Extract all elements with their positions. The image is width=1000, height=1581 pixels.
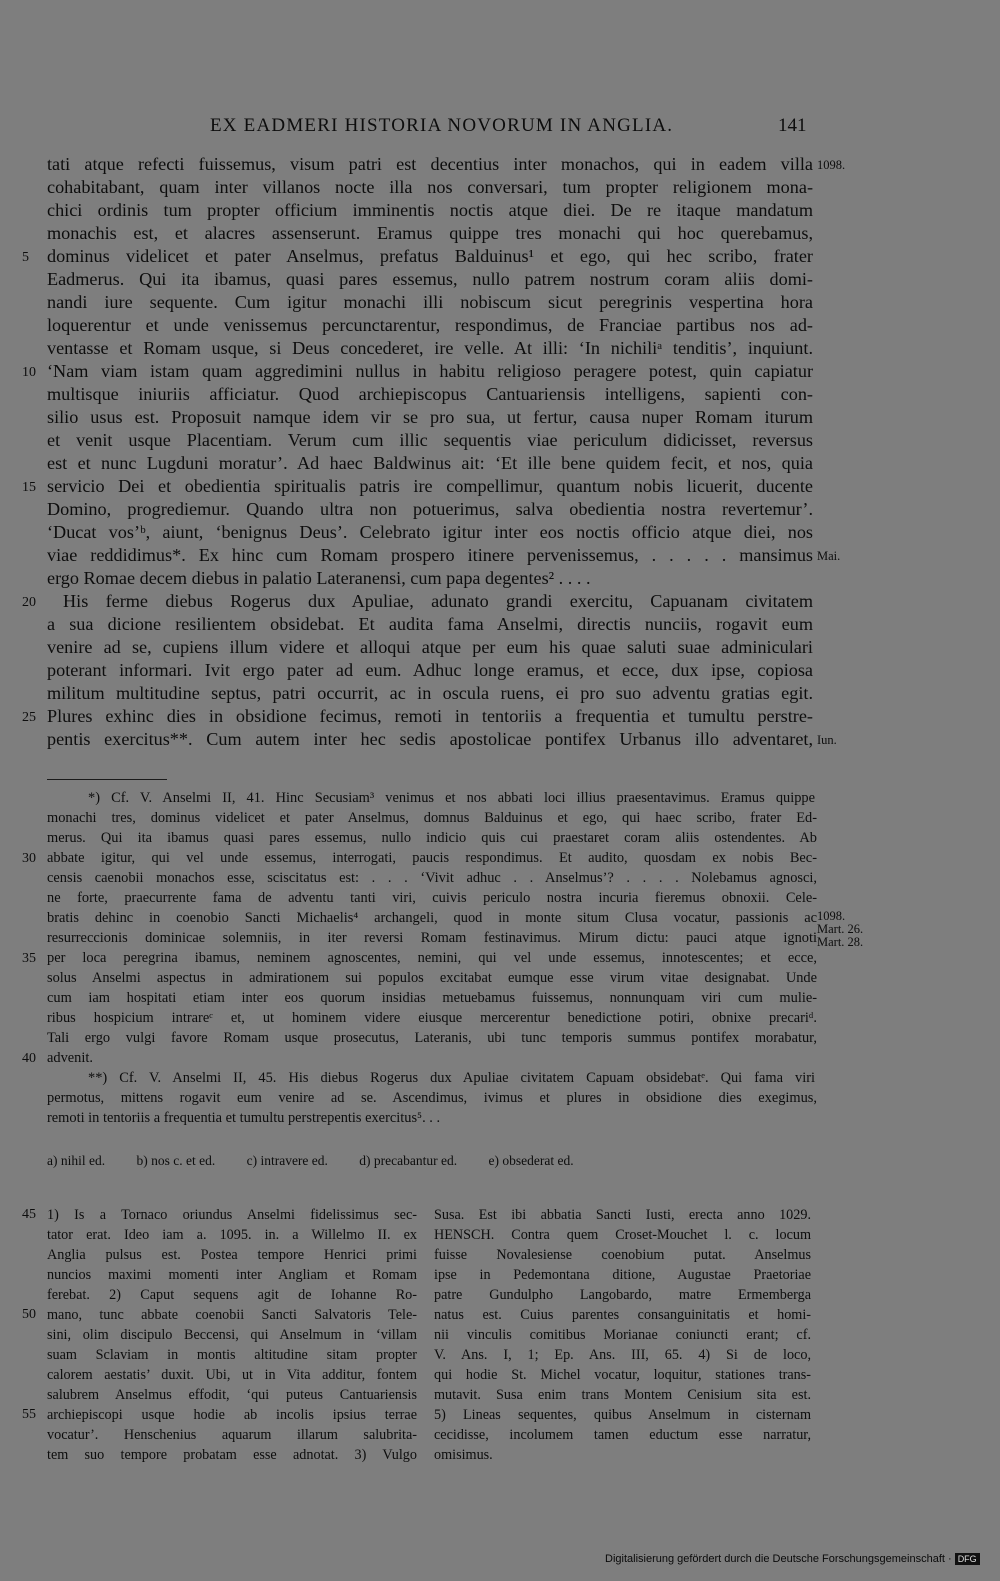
variant-reading: a) nihil ed. xyxy=(47,1153,106,1168)
footnote-line: *) Cf. V. Anselmi II, 41. Hinc Secusiam³ venimus et nos abbati loci illius praesentavimus. Eramus quippe xyxy=(88,790,815,806)
main-line: silio usus est. Proposuit namque idem vir se pro sua, ut fertur, causa nuper Romam iturum xyxy=(47,407,813,427)
line-number: 25 xyxy=(22,710,36,725)
note-line: nuncios maximi momenti inter Angliam et Romam xyxy=(47,1267,417,1283)
line-number: 40 xyxy=(22,1051,36,1066)
main-line: ergo Romae decem diebus in palatio Lateranensi, cum papa degentes² . . . . xyxy=(47,568,591,588)
footnote-line: censis caenobii monachos esse, sciscitatus est: . . . ‘Vivit adhuc . . Anselmus’? . . . . Nolebamus agnosci, xyxy=(47,870,817,886)
main-line: viae reddidimus*. Ex hinc cum Romam prospero itinere pervenissemus, . . . . . mansimus xyxy=(47,545,813,565)
line-number: 30 xyxy=(22,851,36,866)
note-line: mano, tunc abbate coenobii Sancti Salvatoris Tele- xyxy=(47,1307,417,1323)
running-title: EX EADMERI HISTORIA NOVORUM IN ANGLIA. xyxy=(210,115,674,136)
footnote-line: ribus hospicium intrareᶜ et, ut hominem videre eiusque mercerentur benedictione potiri, obnixe precariᵈ. xyxy=(47,1010,817,1026)
variant-reading: e) obsederat ed. xyxy=(488,1153,574,1168)
main-line: nandi iure sequente. Cum igitur monachi illi nobiscum sicut peregrinis vespertina hora xyxy=(47,292,813,312)
variant-readings xyxy=(47,1153,602,1169)
main-line: chici ordinis tum propter officium imminentis noctis atque diei. De re itaque mandatum xyxy=(47,200,813,220)
main-line: His ferme diebus Rogerus dux Apuliae, adunato grandi exercitu, Capuanam civitatem xyxy=(63,591,813,611)
main-line: Plures exhinc dies in obsidione fecimus, remoti in tentoriis a frequentia et tumultu perstre- xyxy=(47,706,813,726)
variant-reading: d) precabantur ed. xyxy=(359,1153,458,1168)
line-number: 5 xyxy=(22,250,29,265)
margin-note: 1098. xyxy=(817,158,846,172)
line-number: 55 xyxy=(22,1407,36,1422)
note-line: nii vinculis comitibus Morianae coniuncti erant; cf. xyxy=(434,1327,811,1343)
variant-reading: b) nos c. et ed. xyxy=(136,1153,216,1168)
main-line: ventasse et Romam usque, si Deus concederet, ire velle. At illi: ‘In nichiliᵃ tenditis’, inquiunt. xyxy=(47,338,813,358)
page-header xyxy=(0,115,1000,141)
footnote-line: bratis dehinc in coenobio Sancti Michaelis⁴ archangeli, quod in monte situm Clusa vocatur, passionis ac xyxy=(47,910,817,926)
footnote-line: resurreccionis dominicae solemniis, in iter reversi Romam festinavimus. Mirum dictu: pauci atque ignoti xyxy=(47,930,817,946)
note-line: patre Gundulpho Langobardo, matre Ermemberga xyxy=(434,1287,811,1303)
margin-note: Mai. xyxy=(817,549,841,563)
note-line: HENSCH. Contra quem Croset-Mouchet l. c. locum xyxy=(434,1227,811,1243)
line-number: 35 xyxy=(22,951,36,966)
line-number: 20 xyxy=(22,595,36,610)
main-line: militum multitudine septus, patri occurrit, ac in oscula ruens, ei pro suo adventu gratias egit. xyxy=(47,683,813,703)
main-line: pentis exercitus**. Cum autem inter hec sedis apostolicae pontifex Urbanus illo adventaret, xyxy=(47,729,813,749)
note-line: salubrem Anselmus effodit, ‘qui puteus Cantuariensis xyxy=(47,1387,417,1403)
note-line: Susa. Est ibi abbatia Sancti Iusti, erecta anno 1029. xyxy=(434,1207,811,1223)
note-line: 5) Lineas sequentes, quibus Anselmum in cisternam xyxy=(434,1407,811,1423)
margin-note: Mart. 28. xyxy=(817,935,864,949)
note-line: qui hodie St. Michel vocatur, loquitur, stationes trans- xyxy=(434,1367,811,1383)
note-line: 1) Is a Tornaco oriundus Anselmi fidelissimus sec- xyxy=(47,1207,417,1223)
note-line: ferebat. 2) Caput sequens agit de Iohanne Ro- xyxy=(47,1287,417,1303)
note-line: suam Sclaviam in montis altitudine sitam propter xyxy=(47,1347,417,1363)
note-line: natus est. Cuius parentes consanguinitatis et homi- xyxy=(434,1307,811,1323)
main-line: ‘Nam viam istam quam aggredimini nullus in habitu religioso peragere potest, quin capiatur xyxy=(47,361,813,381)
note-line: tem suo tempore probatam esse adnotat. 3) Vulgo xyxy=(47,1447,417,1463)
note-line: vocatur’. Henschenius aquarum illarum salubrita- xyxy=(47,1427,417,1443)
line-number: 10 xyxy=(22,365,36,380)
footnote-line: ne forte, praecurrente fama de adventu tanti viri, cuivis periculo nostra incuria fieremus obnoxii. Cele- xyxy=(47,890,817,906)
note-line: sini, olim discipulo Beccensi, qui Anselmum in ‘villam xyxy=(47,1327,417,1343)
variant-reading: c) intravere ed. xyxy=(246,1153,328,1168)
footnote-line: merus. Qui ita ibamus quasi pares essemus, nullo indicio quis cui praestaret coram aliis ostendentes. Ab xyxy=(47,830,817,846)
digitization-credit xyxy=(605,1553,980,1565)
note-line: tator erat. Ideo iam a. 1095. in. a Willelmo II. ex xyxy=(47,1227,417,1243)
footnote-line: per loca peregrina ibamus, neminem agnoscentes, nemini, qui vel unde essemus, innotescentes; et ecce, xyxy=(47,950,817,966)
note-line: V. Ans. I, 1; Ep. Ans. III, 65. 4) Si de loco, xyxy=(434,1347,811,1363)
page-number: 141 xyxy=(778,115,807,136)
main-line: venire ad se, cupiens illum videre et alloqui atque per eum his quae saluti suae adminiculari xyxy=(47,637,813,657)
line-number: 50 xyxy=(22,1307,36,1322)
note-line: omisimus. xyxy=(434,1447,493,1463)
note-line: ipse in Pedemontana ditione, Augustae Praetoriae xyxy=(434,1267,811,1283)
main-line: est et nunc Lugduni moratur’. Ad haec Baldwinus ait: ‘Et ille bene quidem fecit, et nos, quia xyxy=(47,453,813,473)
main-line: et venit usque Placentiam. Verum cum illic sequentis viae periculum didicisset, reversus xyxy=(47,430,813,450)
note-line: fuisse Novalesiense coenobium putat. Anselmus xyxy=(434,1247,811,1263)
main-line: loquerentur et unde venissemus percunctarentur, respondimus, de Franciae partibus nos ad- xyxy=(47,315,813,335)
margin-note: Mart. 26. xyxy=(817,922,864,936)
note-line: cecidisse, incolumem tamen eductum esse narratur, xyxy=(434,1427,811,1443)
main-line: dominus videlicet et pater Anselmus, prefatus Balduinus¹ et ego, qui hec scribo, frater xyxy=(47,246,813,266)
main-line: servicio Dei et obedientia spiritualis patris ire compellimur, quantum nobis licuerit, ducente xyxy=(47,476,813,496)
footnote-line: **) Cf. V. Anselmi II, 45. His diebus Rogerus dux Apuliae civitatem Capuam obsidebatᵉ. Qui fama viri xyxy=(88,1070,815,1086)
footnote-line: solus Anselmi aspectus in admirationem sui populos excitabat eumque esse virum vitae designabat. Unde xyxy=(47,970,817,986)
main-line: poterant informari. Ivit ergo pater ad eum. Adhuc longe eramus, et ecce, dux ipse, copiosa xyxy=(47,660,813,680)
margin-note: Iun. xyxy=(817,733,837,747)
main-line: ‘Ducat vos’ᵇ, aiunt, ‘benignus Deus’. Celebrato igitur inter eos noctis officio atque diei, nos xyxy=(47,522,813,542)
footnote-line: remoti in tentoriis a frequentia et tumultu perstrepentis exercitus⁵. . . xyxy=(47,1110,441,1126)
main-line: monachis est, et alacres assenserunt. Eramus quippe tres monachi qui hoc querebamus, xyxy=(47,223,813,243)
note-line: Anglia pulsus est. Postea tempore Henrici primi xyxy=(47,1247,417,1263)
main-line: Eadmerus. Qui ita ibamus, quasi pares essemus, nullo patrem nostrum coram aliis domi- xyxy=(47,269,813,289)
main-line: multisque iniuriis afficiatur. Quod archiepiscopus Cantuariensis intelligens, sapienti con- xyxy=(47,384,813,404)
credit-text: Digitalisierung gefördert durch die Deutsche Forschungsgemeinschaft · xyxy=(605,1553,952,1565)
footnote-rule xyxy=(47,779,167,780)
footnote-line: advenit. xyxy=(47,1050,93,1066)
dfg-logo: DFG xyxy=(955,1553,980,1565)
main-line: a sua dicione resilientem obsidebat. Et audita fama Anselmi, directis nunciis, rogavit eum xyxy=(47,614,813,634)
note-line: archiepiscopi usque hodie ab incolis ipsius terrae xyxy=(47,1407,417,1423)
footnote-line: permotus, mittens rogavit eum venire ad se. Ascendimus, ivimus et plures in obsidione dies exegimus, xyxy=(47,1090,817,1106)
line-number: 45 xyxy=(22,1207,36,1222)
margin-note: 1098. xyxy=(817,909,846,923)
footnote-line: Tali ergo vulgi favore Romam usque prosecutus, Lateranis, ubi tunc temporis summus pontifex morabatur, xyxy=(47,1030,817,1046)
main-line: Domino, progrediemur. Quando ultra non potuerimus, salva obedientia nostra revertemur’. xyxy=(47,499,813,519)
note-line: mutavit. Susa enim trans Montem Cenisium sita est. xyxy=(434,1387,811,1403)
main-line: cohabitabant, quam inter villanos nocte illa nos conversari, tum propter religionem mona- xyxy=(47,177,813,197)
footnote-line: cum iam hospitati etiam inter eos quorum insidias metuebamus fuissemus, nonnunquam viri cum mulie- xyxy=(47,990,817,1006)
footnote-line: abbate igitur, qui vel unde essemus, interrogati, paucis respondimus. Et audito, quosdam ex nobis Bec- xyxy=(47,850,817,866)
note-line: calorem aestatis’ duxit. Ubi, ut in Vita additur, fontem xyxy=(47,1367,417,1383)
main-line: tati atque refecti fuissemus, visum patri est decentius inter monachos, qui in eadem villa xyxy=(47,154,813,174)
line-number: 15 xyxy=(22,480,36,495)
footnote-line: monachi tres, dominus videlicet et pater Anselmus, domnus Balduinus et ego, qui haec scribo, frater Ed- xyxy=(47,810,817,826)
